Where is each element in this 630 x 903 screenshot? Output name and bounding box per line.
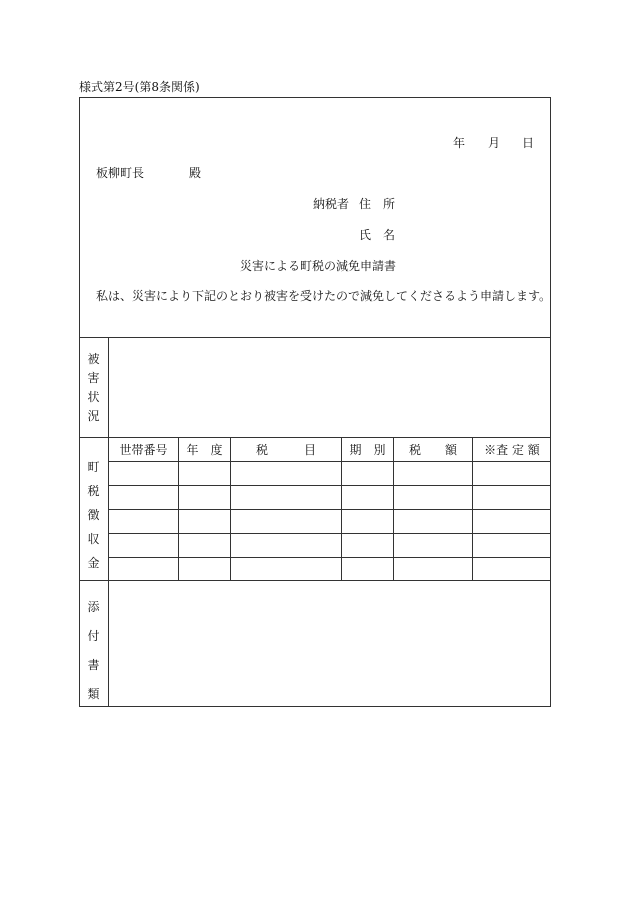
form-number: 様式第2号(第8条関係) bbox=[79, 80, 200, 94]
date-day-label: 日 bbox=[522, 136, 535, 150]
addressee-name: 板柳町長 bbox=[96, 166, 145, 180]
table-row[interactable] bbox=[109, 510, 550, 533]
table-row[interactable] bbox=[109, 558, 550, 580]
taxpayer-label: 納税者 bbox=[313, 197, 350, 211]
header-tax-amount: 税 額 bbox=[408, 443, 457, 457]
table-row[interactable] bbox=[109, 534, 550, 557]
date-month-label: 月 bbox=[488, 136, 501, 150]
header-tax-item: 税 目 bbox=[255, 443, 316, 457]
header-period: 期 別 bbox=[349, 443, 386, 457]
table-row[interactable] bbox=[109, 462, 550, 485]
damage-input-area[interactable] bbox=[109, 338, 550, 437]
date-year-label: 年 bbox=[453, 136, 466, 150]
form-title: 災害による町税の減免申請書 bbox=[240, 259, 397, 273]
header-household-number: 世帯番号 bbox=[119, 443, 168, 457]
tax-section-label: 町 税 徴 収 金 bbox=[87, 460, 100, 570]
damage-section-label: 被 害 状 況 bbox=[87, 352, 100, 423]
name-label: 氏 名 bbox=[359, 228, 396, 242]
address-label: 住 所 bbox=[359, 197, 396, 211]
header-fiscal-year: 年 度 bbox=[186, 443, 223, 457]
header-assessed-amount: ※査 定 額 bbox=[484, 443, 540, 457]
application-statement: 私は、災害により下記のとおり被害を受けたので減免してくださるよう申請します。 bbox=[96, 289, 552, 303]
addressee-honorific: 殿 bbox=[189, 166, 202, 180]
table-row[interactable] bbox=[109, 486, 550, 509]
section-divider bbox=[79, 437, 551, 438]
attachments-input-area[interactable] bbox=[109, 581, 550, 706]
attachments-section-label: 添 付 書 類 bbox=[87, 600, 100, 701]
